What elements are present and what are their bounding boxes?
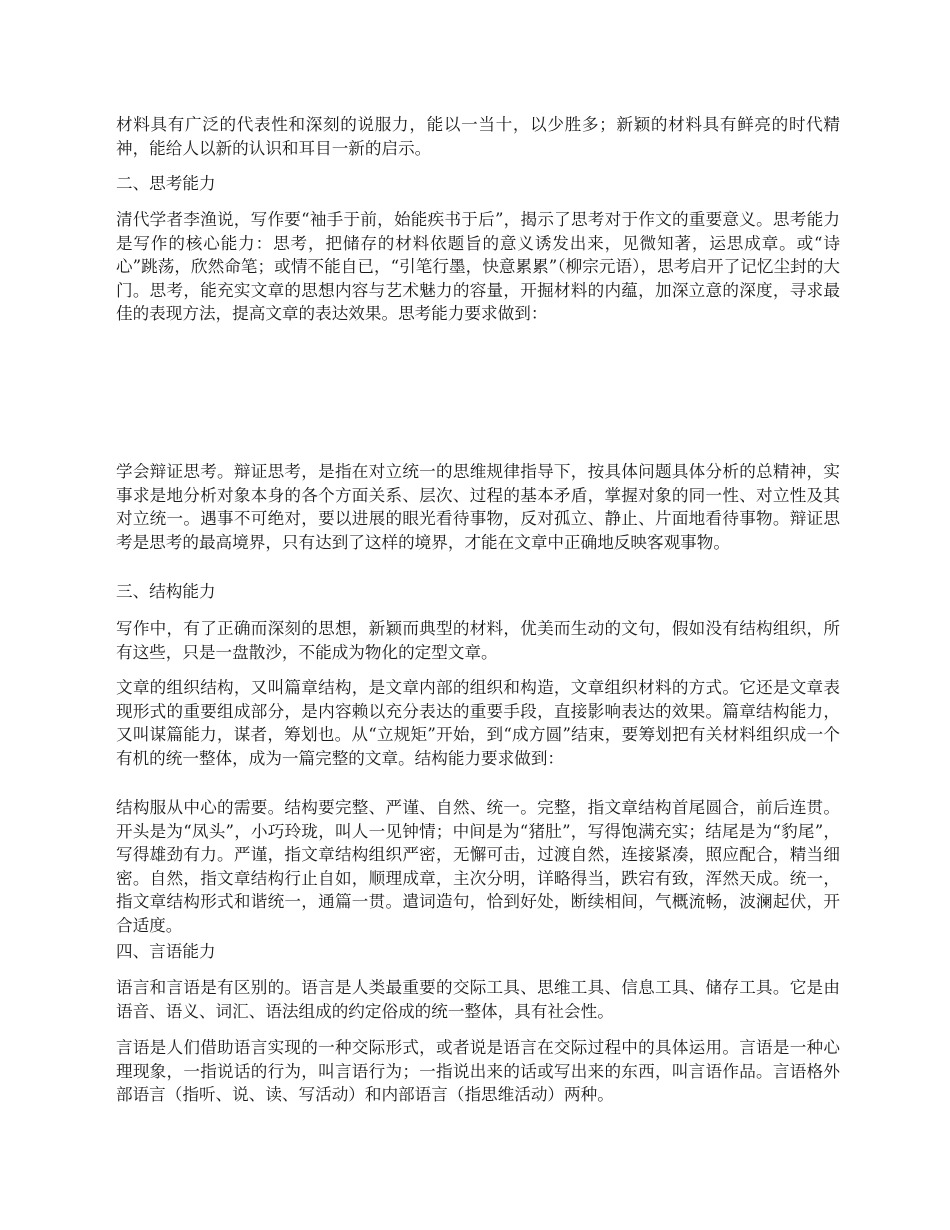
- paragraph-dialectical-thinking: 学会辩证思考。辩证思考，是指在对立统一的思维规律指导下，按具体问题具体分析的总精神，实事求是地分析对象本身的各个方面关系、层次、过程的基本矛盾，掌握对象的同一性、对立性及其对立统一。遇事不可绝对，要以进展的眼光看待事物，反对孤立、静止、片面地看待事物。辩证思考是思考的最高境界，只有达到了这样的境界，才能在文章中正确地反映客观事物。: [116, 462, 840, 552]
- paragraph-structure-intro: 写作中，有了正确而深刻的思想，新颖而典型的材料，优美而生动的文句，假如没有结构组织，所有这些，只是一盘散沙，不能成为物化的定型文章。: [116, 619, 840, 662]
- paragraph-structure-requirements: 结构服从中心的需要。结构要完整、严谨、自然、统一。完整，指文章结构首尾圆合，前后连贯。开头是为“凤头”，小巧玲珑，叫人一见钟情；中间是为“猪肚”，写得饱满充实；结尾是为“豹尾”，写得雄劲有力。严谨，指文章结构组织严密，无懈可击，过渡自然，连接紧凑，照应配合，精当细密。自然，指文章结构行止自如，顺理成章，主次分明，详略得当，跌宕有致，浑然天成。统一，指文章结构形式和谐统一，通篇一贯。遣词造句，恰到好处，断续相间，气概流畅，波澜起伏，开合适度。: [116, 798, 840, 935]
- paragraph-thinking: 清代学者李渔说，写作要“袖手于前，始能疾书于后”，揭示了思考对于作文的重要意义。思考能力是写作的核心能力：思考，把储存的材料依题旨的意义诱发出来，见微知著，运思成章。或“诗心”跳荡，欣然命笔；或情不能自已，“引笔行墨，快意累累”（柳宗元语），思考启开了记忆尘封的大门。思考，能充实文章的思想内容与艺术魅力的容量，开掘材料的内蕴，加深立意的深度，寻求最佳的表现方法，提高文章的表达效果。思考能力要求做到：: [116, 210, 840, 323]
- heading-language-ability: 四、言语能力: [116, 942, 216, 961]
- heading-thinking-ability: 二、思考能力: [116, 174, 216, 193]
- heading-structure-ability: 三、结构能力: [116, 582, 216, 601]
- paragraph-structure-organization: 文章的组织结构，又叫篇章结构，是文章内部的组织和构造，文章组织材料的方式。它还是文章表现形式的重要组成部分，是内容赖以充分表达的重要手段，直接影响表达的效果。篇章结构能力，又叫谋篇能力，谋者，筹划也。从“立规矩”开始，到“成方圆”结束，要筹划把有关材料组织成一个有机的统一整体，成为一篇完整的文章。结构能力要求做到：: [116, 678, 840, 768]
- paragraph-language: 语言和言语是有区别的。语言是人类最重要的交际工具、思维工具、信息工具、储存工具。它是由语音、语义、词汇、语法组成的约定俗成的统一整体，具有社会性。: [116, 978, 840, 1021]
- paragraph-material: 材料具有广泛的代表性和深刻的说服力，能以一当十，以少胜多；新颖的材料具有鲜亮的时代精神，能给人以新的认识和耳目一新的启示。: [116, 115, 840, 158]
- paragraph-speech: 言语是人们借助语言实现的一种交际形式，或者说是语言在交际过程中的具体运用。言语是一种心理现象，一指说话的行为，叫言语行为；一指说出来的话或写出来的东西，叫言语作品。言语格外部语言（指听、说、读、写活动）和内部语言（指思维活动）两种。: [116, 1038, 840, 1104]
